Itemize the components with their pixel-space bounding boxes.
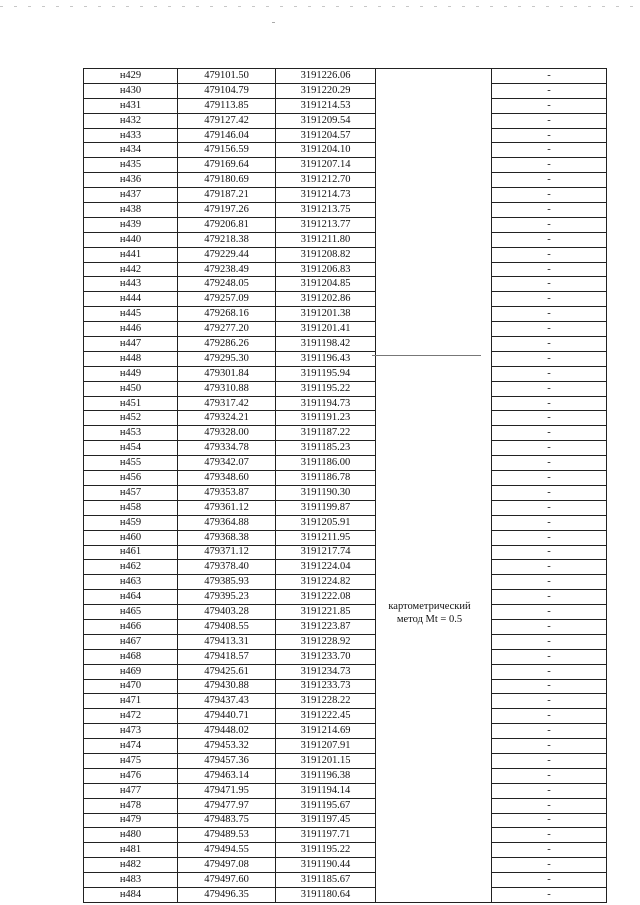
table-row [84, 426, 607, 441]
table-row [84, 873, 607, 888]
point-name-cell: н467 [84, 634, 178, 649]
method-column-divider [372, 355, 481, 356]
x-coordinate-cell: 479437.43 [178, 694, 276, 709]
scan-dot [272, 22, 275, 23]
table-row [84, 98, 607, 113]
table-row [84, 575, 607, 590]
table-row [84, 307, 607, 322]
x-coordinate-cell: 479463.14 [178, 768, 276, 783]
y-coordinate-cell: 3191211.80 [276, 232, 376, 247]
y-coordinate-cell: 3191228.92 [276, 634, 376, 649]
y-coordinate-cell: 3191197.45 [276, 813, 376, 828]
value-cell: - [492, 485, 607, 500]
x-coordinate-cell: 479301.84 [178, 366, 276, 381]
y-coordinate-cell: 3191233.70 [276, 649, 376, 664]
y-coordinate-cell: 3191201.38 [276, 307, 376, 322]
point-name-cell: н441 [84, 247, 178, 262]
x-coordinate-cell: 479113.85 [178, 98, 276, 113]
value-cell: - [492, 619, 607, 634]
x-coordinate-cell: 479364.88 [178, 515, 276, 530]
table-row [84, 858, 607, 873]
table-row [84, 381, 607, 396]
point-name-cell: н463 [84, 575, 178, 590]
y-coordinate-cell: 3191195.22 [276, 381, 376, 396]
x-coordinate-cell: 479457.36 [178, 753, 276, 768]
x-coordinate-cell: 479403.28 [178, 605, 276, 620]
x-coordinate-cell: 479413.31 [178, 634, 276, 649]
table-row [84, 798, 607, 813]
table-row [84, 322, 607, 337]
point-name-cell: н454 [84, 441, 178, 456]
table-row [84, 694, 607, 709]
value-cell: - [492, 828, 607, 843]
y-coordinate-cell: 3191234.73 [276, 664, 376, 679]
value-cell: - [492, 69, 607, 84]
y-coordinate-cell: 3191195.22 [276, 843, 376, 858]
point-name-cell: н481 [84, 843, 178, 858]
y-coordinate-cell: 3191204.57 [276, 128, 376, 143]
value-cell: - [492, 128, 607, 143]
y-coordinate-cell: 3191185.67 [276, 873, 376, 888]
y-coordinate-cell: 3191214.69 [276, 724, 376, 739]
x-coordinate-cell: 479324.21 [178, 411, 276, 426]
value-cell: - [492, 396, 607, 411]
table-row [84, 113, 607, 128]
x-coordinate-cell: 479353.87 [178, 485, 276, 500]
value-cell: - [492, 753, 607, 768]
x-coordinate-cell: 479430.88 [178, 679, 276, 694]
y-coordinate-cell: 3191211.95 [276, 530, 376, 545]
value-cell: - [492, 858, 607, 873]
y-coordinate-cell: 3191197.71 [276, 828, 376, 843]
x-coordinate-cell: 479477.97 [178, 798, 276, 813]
table-row [84, 456, 607, 471]
x-coordinate-cell: 479328.00 [178, 426, 276, 441]
value-cell: - [492, 113, 607, 128]
point-name-cell: н437 [84, 188, 178, 203]
x-coordinate-cell: 479156.59 [178, 143, 276, 158]
coordinates-table-body [84, 69, 607, 903]
x-coordinate-cell: 479497.08 [178, 858, 276, 873]
point-name-cell: н472 [84, 709, 178, 724]
y-coordinate-cell: 3191180.64 [276, 887, 376, 902]
y-coordinate-cell: 3191222.45 [276, 709, 376, 724]
point-name-cell: н474 [84, 739, 178, 754]
value-cell: - [492, 411, 607, 426]
x-coordinate-cell: 479385.93 [178, 575, 276, 590]
table-row [84, 500, 607, 515]
table-row [84, 83, 607, 98]
value-cell: - [492, 694, 607, 709]
x-coordinate-cell: 479334.78 [178, 441, 276, 456]
value-cell: - [492, 203, 607, 218]
x-coordinate-cell: 479268.16 [178, 307, 276, 322]
point-name-cell: н484 [84, 887, 178, 902]
x-coordinate-cell: 479286.26 [178, 337, 276, 352]
y-coordinate-cell: 3191199.87 [276, 500, 376, 515]
y-coordinate-cell: 3191187.22 [276, 426, 376, 441]
y-coordinate-cell: 3191207.91 [276, 739, 376, 754]
table-row [84, 545, 607, 560]
method-line-1: картометрический [388, 601, 471, 612]
point-name-cell: н458 [84, 500, 178, 515]
y-coordinate-cell: 3191209.54 [276, 113, 376, 128]
y-coordinate-cell: 3191221.85 [276, 605, 376, 620]
point-name-cell: н451 [84, 396, 178, 411]
value-cell: - [492, 843, 607, 858]
table-row [84, 560, 607, 575]
x-coordinate-cell: 479497.60 [178, 873, 276, 888]
x-coordinate-cell: 479248.05 [178, 277, 276, 292]
point-name-cell: н443 [84, 277, 178, 292]
table-row [84, 173, 607, 188]
value-cell: - [492, 262, 607, 277]
x-coordinate-cell: 479348.60 [178, 471, 276, 486]
y-coordinate-cell: 3191222.08 [276, 590, 376, 605]
value-cell: - [492, 768, 607, 783]
y-coordinate-cell: 3191194.14 [276, 783, 376, 798]
value-cell: - [492, 337, 607, 352]
y-coordinate-cell: 3191206.83 [276, 262, 376, 277]
value-cell: - [492, 426, 607, 441]
value-cell: - [492, 366, 607, 381]
value-cell: - [492, 98, 607, 113]
value-cell: - [492, 83, 607, 98]
point-name-cell: н479 [84, 813, 178, 828]
table-row [84, 217, 607, 232]
point-name-cell: н430 [84, 83, 178, 98]
value-cell: - [492, 575, 607, 590]
x-coordinate-cell: 479395.23 [178, 590, 276, 605]
x-coordinate-cell: 479101.50 [178, 69, 276, 84]
table-row [84, 813, 607, 828]
value-cell: - [492, 322, 607, 337]
table-row [84, 649, 607, 664]
x-coordinate-cell: 479483.75 [178, 813, 276, 828]
point-name-cell: н465 [84, 605, 178, 620]
y-coordinate-cell: 3191214.73 [276, 188, 376, 203]
scan-top-edge [0, 6, 640, 7]
table-row [84, 724, 607, 739]
value-cell: - [492, 709, 607, 724]
table-row [84, 262, 607, 277]
x-coordinate-cell: 479104.79 [178, 83, 276, 98]
point-name-cell: н442 [84, 262, 178, 277]
point-name-cell: н433 [84, 128, 178, 143]
method-cell [372, 600, 487, 626]
method-column [376, 69, 492, 903]
point-name-cell: н429 [84, 69, 178, 84]
table-row [84, 530, 607, 545]
y-coordinate-cell: 3191196.38 [276, 768, 376, 783]
value-cell: - [492, 560, 607, 575]
value-cell: - [492, 232, 607, 247]
value-cell: - [492, 724, 607, 739]
value-cell: - [492, 873, 607, 888]
point-name-cell: н466 [84, 619, 178, 634]
table-row [84, 396, 607, 411]
point-name-cell: н475 [84, 753, 178, 768]
y-coordinate-cell: 3191212.70 [276, 173, 376, 188]
point-name-cell: н435 [84, 158, 178, 173]
y-coordinate-cell: 3191195.94 [276, 366, 376, 381]
x-coordinate-cell: 479197.26 [178, 203, 276, 218]
y-coordinate-cell: 3191228.22 [276, 694, 376, 709]
table-row [84, 143, 607, 158]
y-coordinate-cell: 3191214.53 [276, 98, 376, 113]
x-coordinate-cell: 479494.55 [178, 843, 276, 858]
x-coordinate-cell: 479448.02 [178, 724, 276, 739]
point-name-cell: н480 [84, 828, 178, 843]
point-name-cell: н448 [84, 351, 178, 366]
y-coordinate-cell: 3191213.77 [276, 217, 376, 232]
point-name-cell: н452 [84, 411, 178, 426]
value-cell: - [492, 664, 607, 679]
point-name-cell: н483 [84, 873, 178, 888]
x-coordinate-cell: 479180.69 [178, 173, 276, 188]
y-coordinate-cell: 3191201.41 [276, 322, 376, 337]
x-coordinate-cell: 479229.44 [178, 247, 276, 262]
point-name-cell: н476 [84, 768, 178, 783]
value-cell: - [492, 456, 607, 471]
x-coordinate-cell: 479295.30 [178, 351, 276, 366]
y-coordinate-cell: 3191207.14 [276, 158, 376, 173]
table-row [84, 277, 607, 292]
point-name-cell: н464 [84, 590, 178, 605]
table-row [84, 783, 607, 798]
value-cell: - [492, 441, 607, 456]
value-cell: - [492, 500, 607, 515]
point-name-cell: н445 [84, 307, 178, 322]
x-coordinate-cell: 479127.42 [178, 113, 276, 128]
y-coordinate-cell: 3191190.30 [276, 485, 376, 500]
y-coordinate-cell: 3191194.73 [276, 396, 376, 411]
value-cell: - [492, 277, 607, 292]
point-name-cell: н432 [84, 113, 178, 128]
x-coordinate-cell: 479425.61 [178, 664, 276, 679]
x-coordinate-cell: 479378.40 [178, 560, 276, 575]
point-name-cell: н457 [84, 485, 178, 500]
value-cell: - [492, 605, 607, 620]
table-row [84, 843, 607, 858]
x-coordinate-cell: 479317.42 [178, 396, 276, 411]
table-row [84, 158, 607, 173]
y-coordinate-cell: 3191233.73 [276, 679, 376, 694]
method-line-2: метод Mt = 0.5 [396, 614, 463, 625]
x-coordinate-cell: 479471.95 [178, 783, 276, 798]
point-name-cell: н436 [84, 173, 178, 188]
table-row [84, 292, 607, 307]
y-coordinate-cell: 3191186.00 [276, 456, 376, 471]
point-name-cell: н453 [84, 426, 178, 441]
value-cell: - [492, 471, 607, 486]
x-coordinate-cell: 479277.20 [178, 322, 276, 337]
table-row [84, 351, 607, 366]
x-coordinate-cell: 479169.64 [178, 158, 276, 173]
x-coordinate-cell: 479257.09 [178, 292, 276, 307]
x-coordinate-cell: 479453.32 [178, 739, 276, 754]
table-row [84, 203, 607, 218]
y-coordinate-cell: 3191223.87 [276, 619, 376, 634]
table-row [84, 619, 607, 634]
point-name-cell: н439 [84, 217, 178, 232]
point-name-cell: н446 [84, 322, 178, 337]
x-coordinate-cell: 479361.12 [178, 500, 276, 515]
y-coordinate-cell: 3191195.67 [276, 798, 376, 813]
table-row [84, 828, 607, 843]
y-coordinate-cell: 3191202.86 [276, 292, 376, 307]
x-coordinate-cell: 479440.71 [178, 709, 276, 724]
point-name-cell: н449 [84, 366, 178, 381]
value-cell: - [492, 381, 607, 396]
x-coordinate-cell: 479146.04 [178, 128, 276, 143]
value-cell: - [492, 634, 607, 649]
point-name-cell: н470 [84, 679, 178, 694]
point-name-cell: н482 [84, 858, 178, 873]
table-row [84, 69, 607, 84]
y-coordinate-cell: 3191204.85 [276, 277, 376, 292]
value-cell: - [492, 173, 607, 188]
x-coordinate-cell: 479218.38 [178, 232, 276, 247]
y-coordinate-cell: 3191224.04 [276, 560, 376, 575]
point-name-cell: н471 [84, 694, 178, 709]
y-coordinate-cell: 3191224.82 [276, 575, 376, 590]
point-name-cell: н444 [84, 292, 178, 307]
point-name-cell: н434 [84, 143, 178, 158]
x-coordinate-cell: 479342.07 [178, 456, 276, 471]
value-cell: - [492, 530, 607, 545]
table-row [84, 634, 607, 649]
y-coordinate-cell: 3191190.44 [276, 858, 376, 873]
point-name-cell: н459 [84, 515, 178, 530]
y-coordinate-cell: 3191196.43 [276, 351, 376, 366]
point-name-cell: н460 [84, 530, 178, 545]
value-cell: - [492, 783, 607, 798]
table-row [84, 679, 607, 694]
table-row [84, 887, 607, 902]
x-coordinate-cell: 479496.35 [178, 887, 276, 902]
point-name-cell: н431 [84, 98, 178, 113]
table-row [84, 128, 607, 143]
value-cell: - [492, 217, 607, 232]
table-row [84, 515, 607, 530]
value-cell: - [492, 545, 607, 560]
y-coordinate-cell: 3191204.10 [276, 143, 376, 158]
point-name-cell: н440 [84, 232, 178, 247]
value-cell: - [492, 798, 607, 813]
y-coordinate-cell: 3191186.78 [276, 471, 376, 486]
table-row [84, 366, 607, 381]
table-row [84, 485, 607, 500]
table-row [84, 739, 607, 754]
value-cell: - [492, 188, 607, 203]
point-name-cell: н461 [84, 545, 178, 560]
value-cell: - [492, 590, 607, 605]
table-row [84, 411, 607, 426]
table-row [84, 605, 607, 620]
value-cell: - [492, 351, 607, 366]
point-name-cell: н468 [84, 649, 178, 664]
y-coordinate-cell: 3191185.23 [276, 441, 376, 456]
value-cell: - [492, 158, 607, 173]
value-cell: - [492, 813, 607, 828]
x-coordinate-cell: 479238.49 [178, 262, 276, 277]
y-coordinate-cell: 3191217.74 [276, 545, 376, 560]
value-cell: - [492, 679, 607, 694]
table-row [84, 768, 607, 783]
table-row [84, 247, 607, 262]
x-coordinate-cell: 479310.88 [178, 381, 276, 396]
x-coordinate-cell: 479418.57 [178, 649, 276, 664]
y-coordinate-cell: 3191226.06 [276, 69, 376, 84]
value-cell: - [492, 292, 607, 307]
table-row [84, 471, 607, 486]
x-coordinate-cell: 479489.53 [178, 828, 276, 843]
x-coordinate-cell: 479187.21 [178, 188, 276, 203]
y-coordinate-cell: 3191205.91 [276, 515, 376, 530]
value-cell: - [492, 649, 607, 664]
y-coordinate-cell: 3191201.15 [276, 753, 376, 768]
point-name-cell: н447 [84, 337, 178, 352]
value-cell: - [492, 515, 607, 530]
value-cell: - [492, 143, 607, 158]
table-row [84, 753, 607, 768]
point-name-cell: н462 [84, 560, 178, 575]
x-coordinate-cell: 479408.55 [178, 619, 276, 634]
point-name-cell: н478 [84, 798, 178, 813]
y-coordinate-cell: 3191220.29 [276, 83, 376, 98]
y-coordinate-cell: 3191198.42 [276, 337, 376, 352]
table-row [84, 188, 607, 203]
y-coordinate-cell: 3191191.23 [276, 411, 376, 426]
table-row [84, 664, 607, 679]
table-row [84, 590, 607, 605]
point-name-cell: н450 [84, 381, 178, 396]
table-row [84, 232, 607, 247]
table-row [84, 441, 607, 456]
point-name-cell: н456 [84, 471, 178, 486]
x-coordinate-cell: 479206.81 [178, 217, 276, 232]
x-coordinate-cell: 479368.38 [178, 530, 276, 545]
point-name-cell: н469 [84, 664, 178, 679]
point-name-cell: н455 [84, 456, 178, 471]
table-row [84, 337, 607, 352]
point-name-cell: н438 [84, 203, 178, 218]
value-cell: - [492, 307, 607, 322]
value-cell: - [492, 739, 607, 754]
point-name-cell: н477 [84, 783, 178, 798]
y-coordinate-cell: 3191208.82 [276, 247, 376, 262]
y-coordinate-cell: 3191213.75 [276, 203, 376, 218]
value-cell: - [492, 887, 607, 902]
coordinates-table [83, 68, 607, 903]
x-coordinate-cell: 479371.12 [178, 545, 276, 560]
value-cell: - [492, 247, 607, 262]
point-name-cell: н473 [84, 724, 178, 739]
table-row [84, 709, 607, 724]
